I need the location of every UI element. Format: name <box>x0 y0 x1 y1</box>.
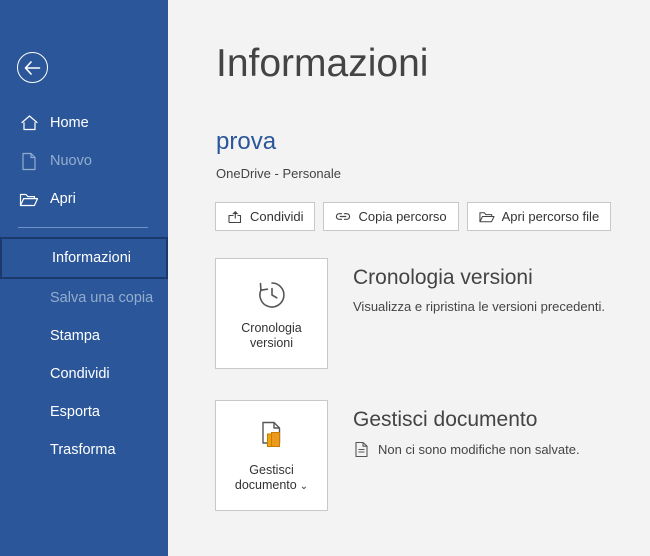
clock-history-icon <box>254 276 290 314</box>
version-history-heading: Cronologia versioni <box>353 266 533 289</box>
share-button[interactable] <box>215 202 315 231</box>
back-arrow-icon <box>24 61 41 75</box>
manage-document-heading: Gestisci documento <box>353 408 538 431</box>
document-name: prova <box>216 128 277 155</box>
version-history-card-label: Cronologia versioni <box>241 321 302 350</box>
sidebar-item-stampa[interactable] <box>0 317 168 355</box>
backstage-sidebar <box>0 0 168 556</box>
open-file-location-button[interactable] <box>467 202 612 231</box>
chevron-down-icon: ⌄ <box>299 480 309 492</box>
sidebar-item-condividi[interactable] <box>0 355 168 393</box>
sidebar-item-esporta[interactable] <box>0 393 168 431</box>
manage-document-block <box>215 400 580 511</box>
version-history-description <box>353 299 605 314</box>
manage-document-status-text: Non ci sono modifiche non salvate. <box>378 442 580 457</box>
sidebar-item-label: Trasforma <box>50 442 116 458</box>
sidebar-item-label: Condividi <box>50 366 110 382</box>
copy-path-button[interactable] <box>323 202 458 231</box>
version-history-description-text: Visualizza e ripristina le versioni precedenti. <box>353 299 605 314</box>
back-button[interactable] <box>17 52 48 83</box>
new-document-icon <box>18 150 40 172</box>
share-icon <box>227 209 243 225</box>
info-pane <box>168 0 650 556</box>
sidebar-item-informazioni[interactable] <box>0 237 168 279</box>
sidebar-item-label: Stampa <box>50 328 100 344</box>
sidebar-item-label: Informazioni <box>52 250 131 266</box>
sidebar-item-nuovo[interactable] <box>0 142 168 180</box>
sidebar-item-salva-una-copia[interactable] <box>0 279 168 317</box>
open-folder-icon <box>18 188 40 210</box>
link-icon <box>335 209 351 225</box>
manage-document-text <box>353 400 580 458</box>
folder-open-icon <box>479 209 495 225</box>
sidebar-nav <box>0 104 168 469</box>
version-history-card[interactable] <box>215 258 328 369</box>
sidebar-item-label: Salva una copia <box>50 290 154 306</box>
version-history-block <box>215 258 605 369</box>
document-actions-row <box>215 202 611 231</box>
page-title: Informazioni <box>216 42 429 85</box>
manage-document-status <box>353 441 580 458</box>
home-icon <box>18 112 40 134</box>
sidebar-item-home[interactable] <box>0 104 168 142</box>
share-button-label: Condividi <box>250 209 304 224</box>
copy-path-button-label: Copia percorso <box>358 209 447 224</box>
open-file-location-button-label: Apri percorso file <box>501 209 600 224</box>
document-folder-icon <box>254 418 290 456</box>
manage-document-card-label <box>216 463 327 494</box>
sidebar-item-label: Esporta <box>50 404 100 420</box>
document-status-icon <box>353 441 370 458</box>
sidebar-item-trasforma[interactable] <box>0 431 168 469</box>
document-location: OneDrive - Personale <box>216 166 341 181</box>
sidebar-item-label: Apri <box>50 191 76 207</box>
version-history-text <box>353 258 605 314</box>
sidebar-item-apri[interactable] <box>0 180 168 218</box>
sidebar-item-label: Nuovo <box>50 153 92 169</box>
manage-document-card[interactable] <box>215 400 328 511</box>
sidebar-divider <box>18 227 148 228</box>
manage-document-card-label-text: Gestisci documento <box>234 462 297 492</box>
sidebar-item-label: Home <box>50 115 89 131</box>
